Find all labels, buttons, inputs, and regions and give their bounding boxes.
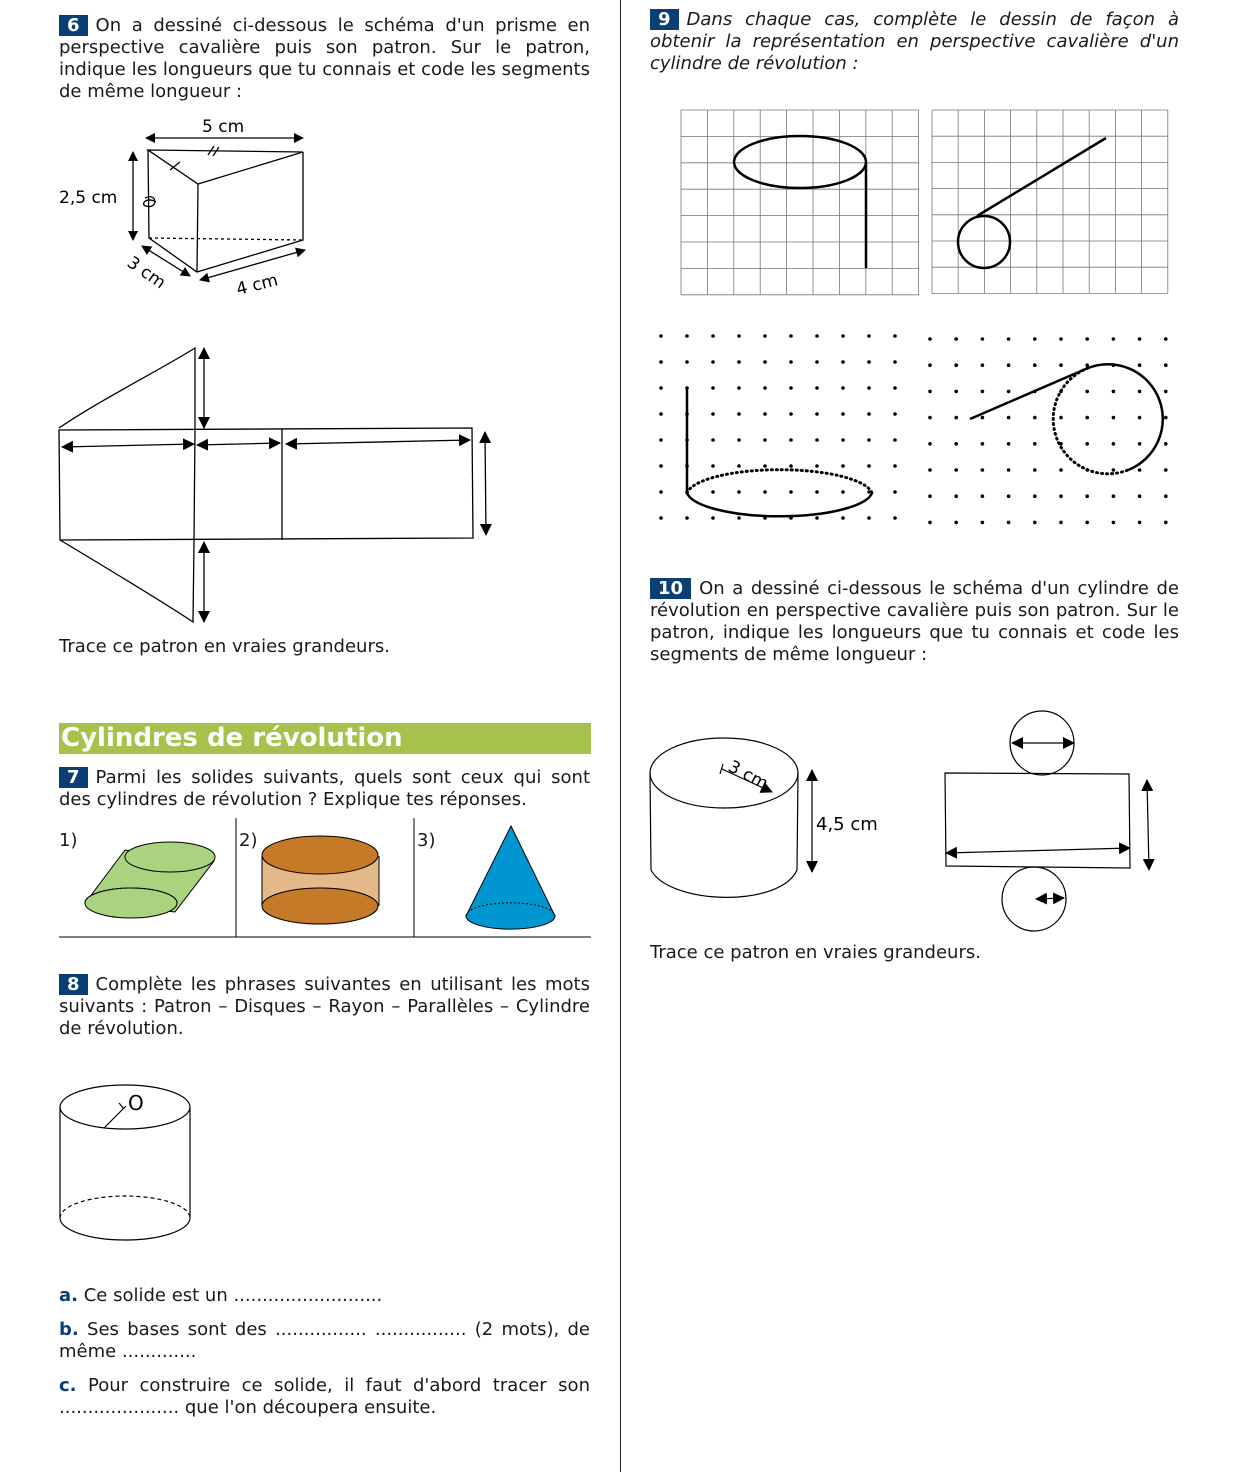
exercise-10-text: On a dessiné ci-dessous le schéma d'un cylindre de révolution en perspective cavalière puis son patron. Sur le patron, indique les longueurs que tu connais et code les segments de même longueur : [650, 578, 1179, 665]
cylinder-radius-label: 3 cm [724, 756, 772, 795]
exercise-6-text: On a dessiné ci-dessous le schéma d'un prisme en perspective cavalière puis son patron. Sur le patron, indique les longueurs que tu connais et code les segments de même longueur : [59, 15, 590, 102]
prism-label-25cm: 2,5 cm [59, 188, 118, 208]
prism-label-3cm: 3 cm [123, 252, 170, 294]
exercise-10-number: 10 [650, 578, 691, 599]
section-title: Cylindres de révolution [59, 723, 591, 754]
exercise-6-trace-instruction: Trace ce patron en vraies grandeurs. [59, 636, 390, 657]
question-a-text: Ce solide est un .......................... [83, 1285, 383, 1306]
prism-label-5cm: 5 cm [202, 117, 245, 137]
exercise-6-number: 6 [59, 15, 88, 36]
question-a-letter: a. [59, 1285, 78, 1306]
exercise-10-trace-instruction: Trace ce patron en vraies grandeurs. [650, 942, 981, 963]
exercise-9-text: Dans chaque cas, complète le dessin de façon à obtenir la représentation en perspective cavalière d'un cylindre de révolution : [650, 9, 1179, 74]
cylinder-height-label: 4,5 cm [816, 814, 878, 835]
exercise-8-question-b [59, 1319, 590, 1363]
question-b-letter: b. [59, 1319, 79, 1340]
exercise-7-number: 7 [59, 767, 88, 788]
question-b-text: Ses bases sont des ................ ................ (2 mots), de même ............. [59, 1319, 590, 1362]
exercise-7-text: Parmi les solides suivants, quels sont ceux qui sont des cylindres de révolution ? Explique tes réponses. [59, 767, 590, 810]
solid-label-1: 1) [59, 830, 78, 851]
solid-label-3: 3) [417, 830, 436, 851]
exercise-8-number: 8 [59, 974, 88, 995]
center-point-label: O [128, 1091, 144, 1115]
solid-label-2: 2) [239, 830, 258, 851]
exercise-8-question-a [59, 1285, 590, 1307]
exercise-9-number: 9 [650, 9, 679, 30]
question-c-text: Pour construire ce solide, il faut d'abord tracer son ..................... que l'on découpera ensuite. [59, 1375, 590, 1418]
exercise-8-question-c [59, 1375, 590, 1419]
question-c-letter: c. [59, 1375, 77, 1396]
prism-label-4cm: 4 cm [234, 270, 281, 300]
exercise-8-text: Complète les phrases suivantes en utilisant les mots suivants : Patron – Disques – Rayon – Parallèles – Cylindre de révolution. [59, 974, 590, 1039]
